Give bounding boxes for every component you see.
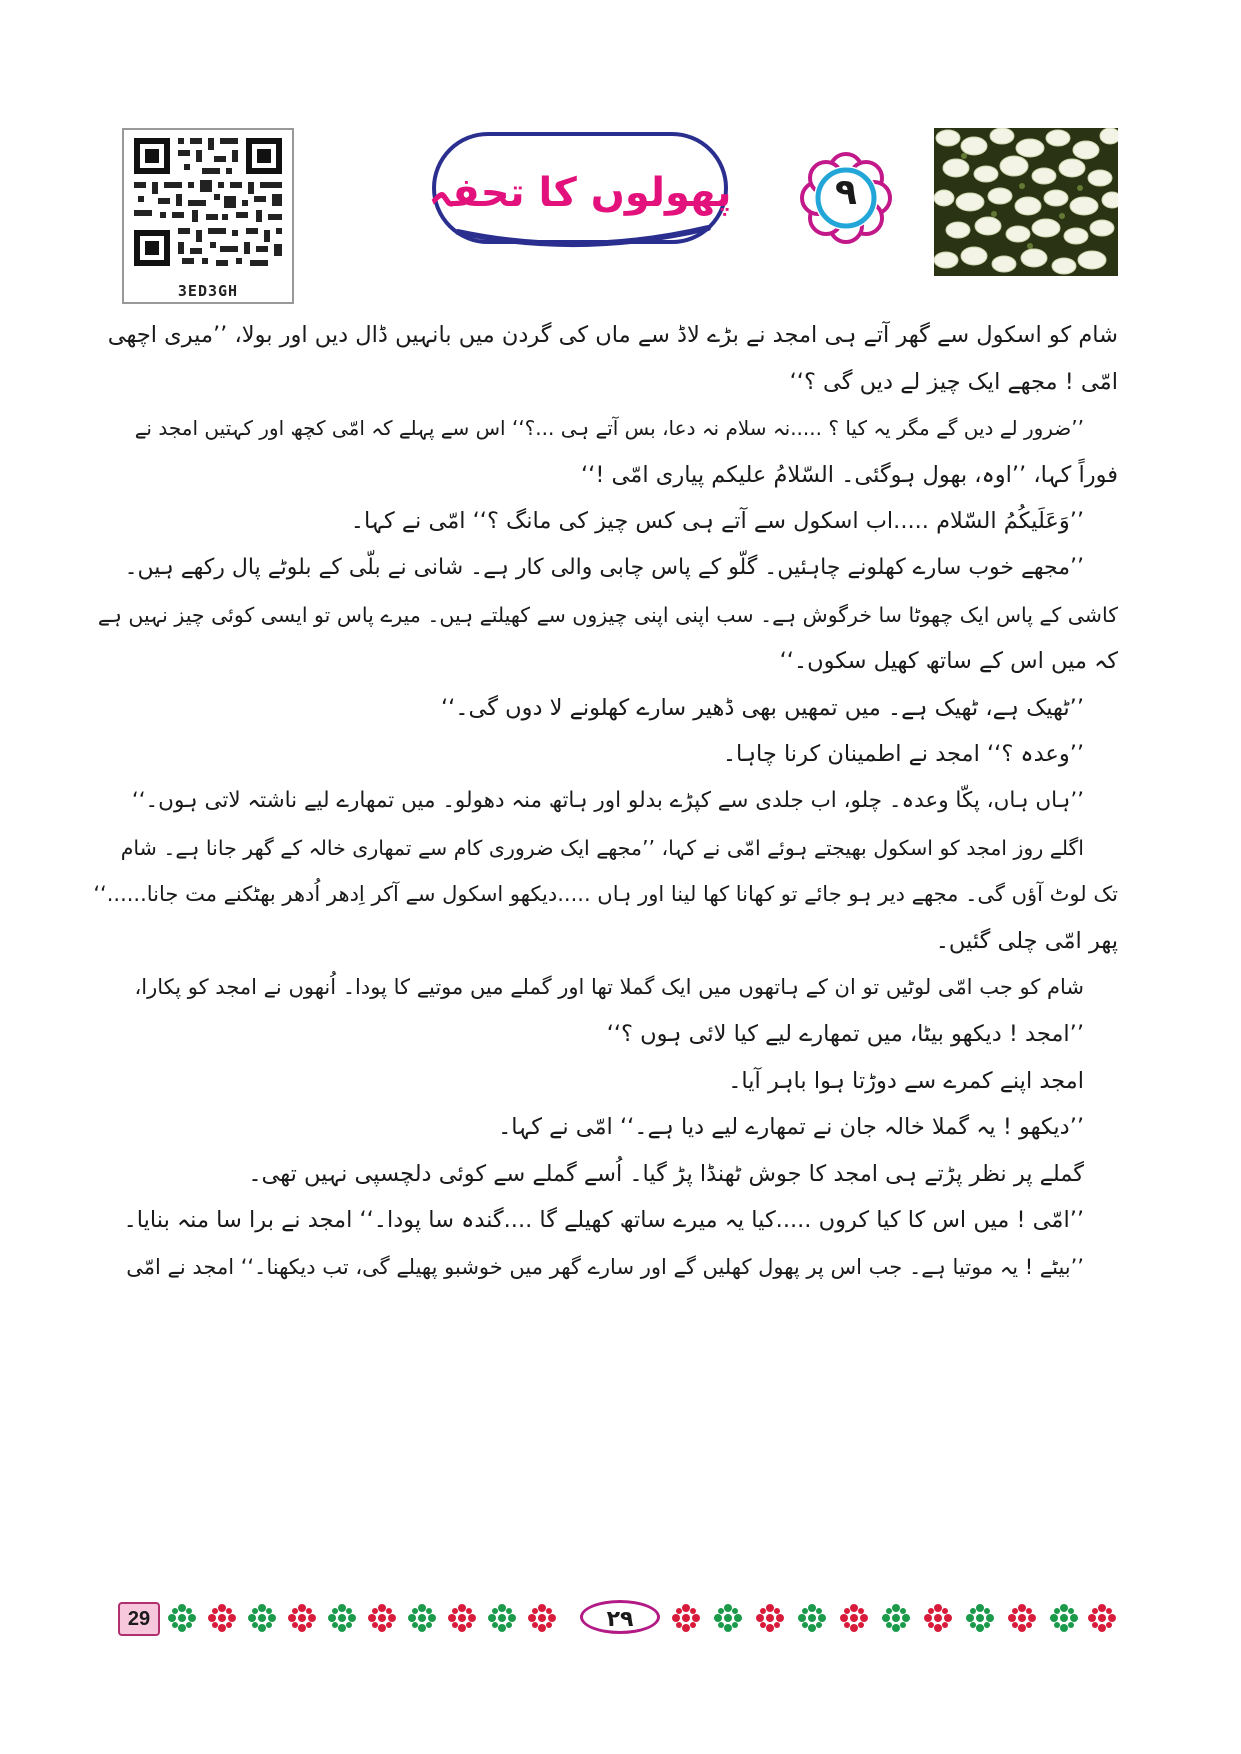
- text-line: ’’دیکھو ! یہ گملا خالہ جان نے تمھارے لیے دیا ہے۔‘‘ امّی نے کہا۔: [498, 1114, 1084, 1141]
- story-text: [93, 312, 1118, 1290]
- qr-code-pattern: [124, 130, 292, 276]
- text-line: گملے پر نظر پڑتے ہی امجد کا جوش ٹھنڈا پڑ گیا۔ اُسے گملے سے کوئی دلچسپی نہیں تھی۔: [248, 1160, 1084, 1187]
- text-line: ’’وَعَلَیکُمُ السّلام .....اب اسکول سے آتے ہی کس چیز کی مانگ ؟‘‘ امّی نے کہا۔: [350, 508, 1084, 535]
- text-line: اگلے روز امجد کو اسکول بھیجتے ہوئے امّی نے کہا، ’’مجھے ایک ضروری کام سے تمھاری خالہ کے گھر جانا ہے۔ شام: [120, 835, 1084, 860]
- jasmine-flowers-photo: [934, 128, 1118, 276]
- footer-ornaments-right: [666, 1600, 1118, 1636]
- page-footer: [118, 1600, 1118, 1636]
- qr-code-label: 3ED3GH: [177, 282, 239, 300]
- jasmine-flowers-image: [934, 128, 1118, 276]
- page-number-box: 29: [118, 1602, 160, 1636]
- text-line: ’’امجد ! دیکھو بیٹا، میں تمھارے لیے کیا لائی ہوں ؟‘‘: [606, 1020, 1084, 1047]
- text-line: کاشی کے پاس ایک چھوٹا سا خرگوش ہے۔ سب اپنی اپنی چیزوں سے کھیلتے ہیں۔ میرے پاس تو ایسی کوئی چیز نہیں ہے: [97, 602, 1118, 627]
- page-number-urdu: ۲۹: [580, 1600, 660, 1634]
- text-line: ’’ہاں ہاں، پکّا وعدہ۔ چلو، اب جلدی سے کپڑے بدلو اور ہاتھ منہ دھولو۔ میں تمھارے لیے ناشتہ لاتی ہوں۔‘‘: [131, 787, 1084, 813]
- text-line: پھر امّی چلی گئیں۔: [935, 927, 1118, 954]
- text-line: شام کو اسکول سے گھر آتے ہی امجد نے بڑے لاڈ سے ماں کی گردن میں بانہیں ڈال دیں اور بولا، ’’میری اچھی: [107, 322, 1118, 348]
- text-line: ’’وعدہ ؟‘‘ امجد نے اطمینان کرنا چاہا۔: [722, 741, 1084, 768]
- lesson-title: پھولوں کا تحفہ: [428, 170, 732, 216]
- footer-ornaments-left: [166, 1600, 574, 1636]
- text-line: ’’ٹھیک ہے، ٹھیک ہے۔ میں تمھیں بھی ڈھیر سارے کھلونے لا دوں گی۔‘‘: [441, 694, 1084, 721]
- text-line: ’’بیٹے ! یہ موتیا ہے۔ جب اس پر پھول کھلیں گے اور سارے گھر میں خوشبو پھیلے گی، تب دیکھنا۔‘‘ امجد نے امّی: [126, 1254, 1084, 1279]
- text-line: ’’مجھے خوب سارے کھلونے چاہئیں۔ گلّو کے پاس چابی والی کار ہے۔ شانی نے بلّی کے بلوٹے پال رکھے ہیں۔: [124, 554, 1084, 580]
- chapter-number: ۹: [835, 172, 857, 213]
- text-line: امّی ! مجھے ایک چیز لے دیں گی ؟‘‘: [789, 368, 1118, 395]
- text-line: فوراً کہا، ’’اوہ، بھول ہوگئی۔ السّلامُ علیکم پیاری امّی !‘‘: [581, 461, 1118, 488]
- text-line: ’’ضرور لے دیں گے مگر یہ کیا ؟ .....نہ سلام نہ دعا، بس آتے ہی ...؟‘‘ اس سے پہلے کہ امّی کچھ اور کہتیں امجد نے: [134, 416, 1084, 441]
- text-line: ’’امّی ! میں اس کا کیا کروں .....کیا یہ میرے ساتھ کھیلے گا ....گندہ سا پودا۔‘‘ امجد نے برا سا منہ بنایا۔: [123, 1207, 1084, 1234]
- qr-code[interactable]: [122, 128, 294, 304]
- text-line: تک لوٹ آؤں گی۔ مجھے دیر ہو جائے تو کھانا کھا لینا اور ہاں .....دیکھو اسکول سے آکر اِدھر اُدھر بھٹکنے مت جانا......‘‘: [93, 882, 1118, 907]
- text-line: شام کو جب امّی لوٹیں تو ان کے ہاتھوں میں ایک گملا تھا اور گملے میں موتیے کا پودا۔ اُنھوں نے امجد کو پکارا،: [134, 975, 1084, 1000]
- text-line: امجد اپنے کمرے سے دوڑتا ہوا باہر آیا۔: [728, 1067, 1084, 1094]
- text-line: کہ میں اس کے ساتھ کھیل سکوں۔‘‘: [779, 648, 1118, 675]
